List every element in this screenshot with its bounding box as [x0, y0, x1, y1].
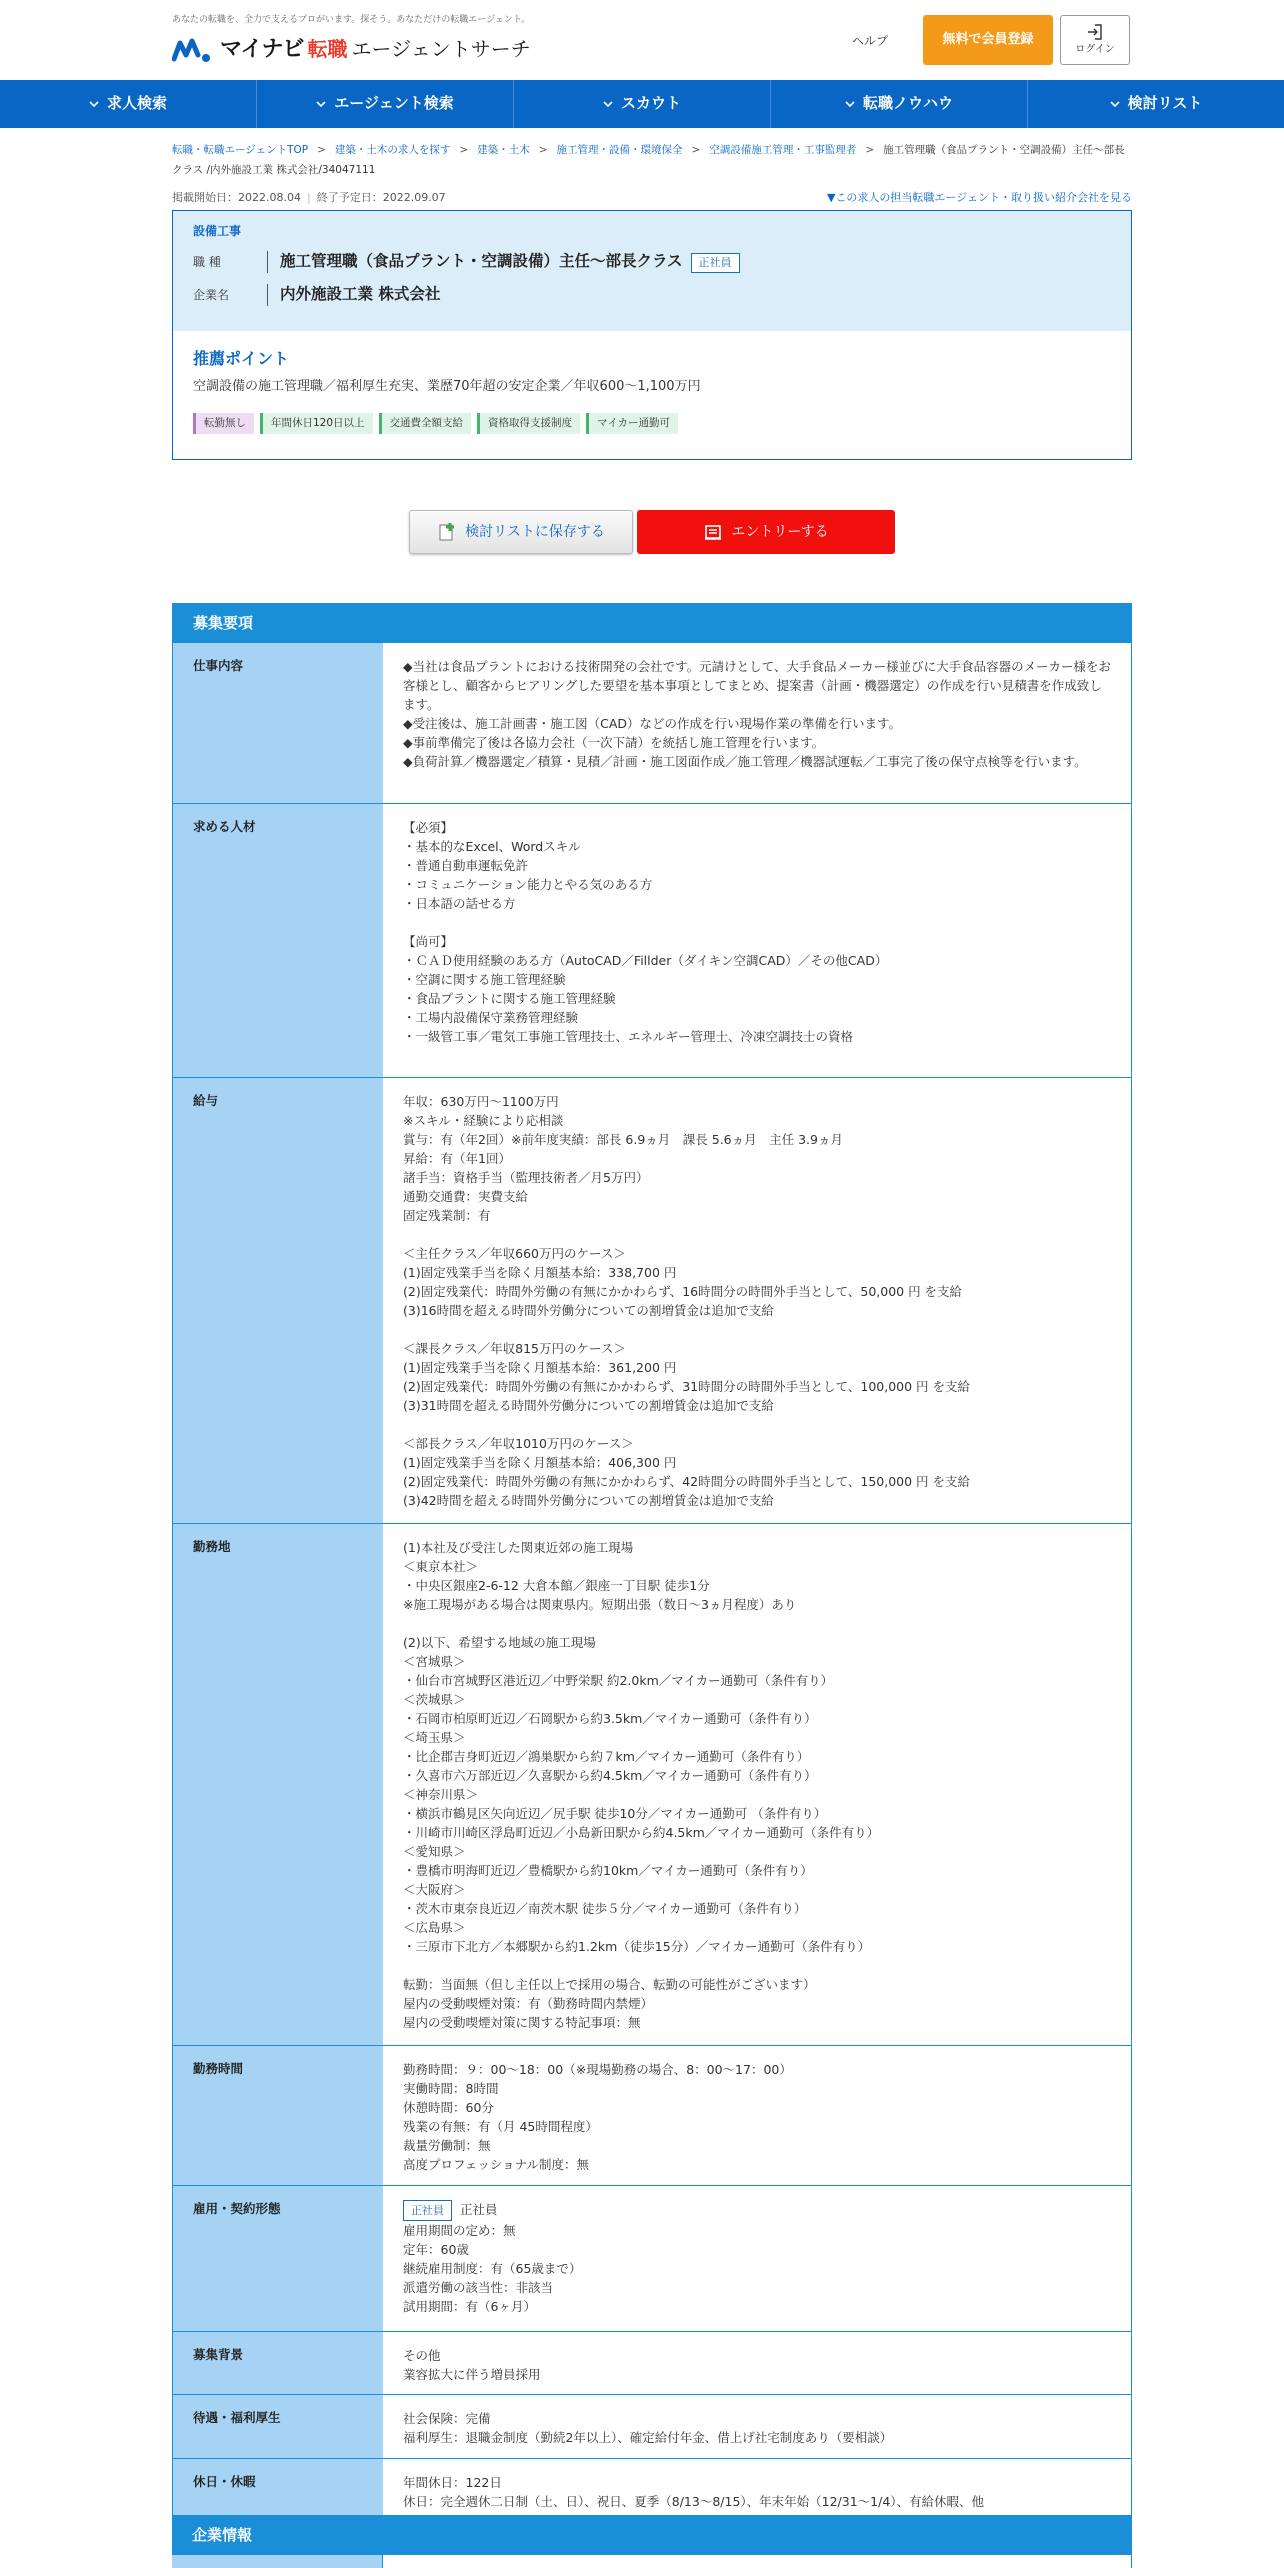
- row-key: 給与: [173, 1078, 383, 1523]
- posting-dates: 掲載開始日：2022.08.04 | 終了予定日：2022.09.07: [172, 191, 446, 204]
- chevron-down-icon: [316, 100, 326, 108]
- breadcrumb-link[interactable]: 建築・土木: [477, 144, 530, 156]
- company-info-title: 企業情報: [172, 2515, 1132, 2555]
- feature-tag: 資格取得支援制度: [477, 413, 580, 434]
- chevron-down-icon: [1110, 100, 1120, 108]
- employment-details: 雇用期間の定め：無 定年：60歳 継続雇用制度：有（65歳まで） 派遣労働の該当性：非該当 試用期間：有（6ヶ月）: [403, 2223, 582, 2314]
- company-name: 内外施設工業 株式会社: [280, 285, 441, 304]
- row-key: 待遇・福利厚生: [173, 2395, 383, 2458]
- nav-item-consider-list[interactable]: [1028, 80, 1284, 128]
- row-key: 勤務地: [173, 1524, 383, 2045]
- nav-label: 求人検索: [106, 94, 167, 113]
- table-row: [173, 2458, 1131, 2522]
- row-value: 【必須】 ・基本的なExcel、Wordスキル ・普通自動車運転免許 ・コミュニケーション能力とやる気のある方 ・日本語の話せる方 【尚可】 ・ＣＡＤ使用経験のある方（AutoCAD／Fillder（ダイキン空調CAD）／その他CAD） ・空調に関する施工管理経験 ・食品プラントに関する施工管理経験 ・工場内設備保守業務管理経験 ・一級管工事／電気工事施工管理技士、エネルギー管理士、冷凍空調技士の資格: [403, 820, 888, 1044]
- entry-form-icon: [703, 522, 723, 542]
- logo-agent-text: エージェントサーチ: [351, 37, 531, 62]
- row-value: その他 業容拡大に伴う増員採用: [403, 2348, 541, 2382]
- nav-label: 検討リスト: [1127, 94, 1203, 113]
- row-value: [383, 2186, 1131, 2331]
- recommend-title: 推薦ポイント: [193, 349, 290, 368]
- login-button[interactable]: [1060, 15, 1130, 65]
- nav-item-agent-search[interactable]: [257, 80, 514, 128]
- table-row: [173, 1077, 1131, 1523]
- add-document-icon: [437, 522, 457, 542]
- table-row: [173, 2045, 1131, 2185]
- feature-tags: [193, 413, 1111, 434]
- breadcrumb-link[interactable]: 建築・土木の求人を探す: [334, 144, 451, 156]
- row-key: 雇用・契約形態: [173, 2186, 383, 2331]
- job-title-key: 職 種: [193, 251, 268, 273]
- posting-start-date: 掲載開始日：2022.08.04: [172, 191, 301, 204]
- job-category: 設備工事: [193, 224, 242, 238]
- nav-label: スカウト: [620, 94, 681, 113]
- company-row: [193, 283, 1111, 305]
- logo-mynavi-text: マイナビ: [220, 37, 304, 62]
- chevron-down-icon: [89, 100, 99, 108]
- recommend-section: [173, 331, 1131, 450]
- employment-badge: 正社員: [691, 253, 740, 273]
- breadcrumb-link[interactable]: 施工管理・設備・環境保全: [556, 144, 683, 156]
- chevron-down-icon: [603, 100, 613, 108]
- company-info-table: [172, 2555, 1132, 2568]
- job-title-row: [193, 250, 1111, 273]
- row-key: 求める人材: [173, 804, 383, 1077]
- table-row: [173, 2394, 1131, 2458]
- row-value: (1)本社及び受注した関東近郊の施工現場 ＜東京本社＞ ・中央区銀座2-6-12 大倉本館／銀座一丁目駅 徒歩1分 ※施工現場がある場合は関東県内。短期出張（数日～3ヵ月程度）あり (2)以下、希望する地域の施工現場 ＜宮城県＞ ・仙台市宮城野区港近辺／中野栄駅 約2.0km／マイカー通勤可（条件有り） ＜茨城県＞ ・石岡市柏原町近辺／石岡駅から約3.5km／マイカー通勤可（条件有り） ＜埼玉県＞ ・比企郡吉身町近辺／鴻巣駅から約７km／マイカー通勤可（条件有り） ・久喜市六万部近辺／久喜駅から約4.5km／マイカー通勤可（条件有り） ＜神奈川県＞ ・横浜市鶴見区矢向近辺／尻手駅 徒歩10分／マイカー通勤可 （条件有り） ・川崎市川崎区浮島町近辺／小島新田駅から約4.5km／マイカー通勤可（条件有り） ＜愛知県＞ ・豊橋市明海町近辺／豊橋駅から約10km／マイカー通勤可（条件有り） ＜大阪府＞ ・茨木市東奈良近辺／南茨木駅 徒歩５分／マイカー通勤可（条件有り） ＜広島県＞ ・三原市下北方／本郷駅から約1.2km（徒歩15分）／マイカー通勤可（条件有り） 転勤：当面無（但し主任以上で採用の場合、転勤の可能性がございます） 屋内の受動喫煙対策：有（勤務時間内禁煙） 屋内の受動喫煙対策に関する特記事項：無: [403, 1540, 880, 2030]
- job-summary-box: [172, 210, 1132, 460]
- posting-dates-row: [172, 190, 1132, 206]
- row-value: ◆当社は食品プラントにおける技術開発の会社です。元請けとして、大手食品メーカー様並びに大手食品容器のメーカー様をお客様とし、顧客からヒアリングした要望を基本事項としてまとめ、提案書（計画・機器選定）の作成を行い見積書を作成致します。 ◆受注後は、施工計画書・施工図（CAD）などの作成を行い現場作業の準備を行います。 ◆事前準備完了後は各協力会社（一次下請）を統括し施工管理を行います。 ◆負荷計算／機器選定／積算・見積／計画・施工図面作成／施工管理／機器試運転／工事完了後の保守点検等を行います。: [403, 659, 1111, 769]
- employment-type: 正社員: [460, 2202, 498, 2217]
- feature-tag: 転勤無し: [193, 413, 254, 434]
- agent-info-link[interactable]: ▼この求人の担当転職エージェント・取り扱い紹介会社を見る: [826, 191, 1132, 204]
- breadcrumb: 転職・転職エージェントTOP > 建築・土木の求人を探す > 建築・土木 > 施工管理・設備・環境保全 > 空調設備施工管理・工事監理者 > 施工管理職（食品プラント・空調設備）主任～部長クラス /内外施設工業 株式会社/34047111: [172, 144, 1125, 176]
- register-button[interactable]: 無料で会員登録: [923, 15, 1053, 65]
- breadcrumb-link[interactable]: 転職・転職エージェントTOP: [172, 144, 309, 156]
- table-row: [173, 2331, 1131, 2394]
- job-summary-header: [173, 211, 1131, 331]
- nav-label: エージェント検索: [334, 94, 454, 113]
- save-to-list-label: 検討リストに保存する: [465, 523, 605, 540]
- requirements-table: [172, 603, 1132, 2523]
- breadcrumb-link[interactable]: 空調設備施工管理・工事監理者: [709, 144, 857, 156]
- nav-item-knowhow[interactable]: [771, 80, 1028, 128]
- employment-badge: 正社員: [403, 2200, 452, 2221]
- company-key: 企業名: [193, 284, 268, 306]
- job-title-text: 施工管理職（食品プラント・空調設備）主任～部長クラス: [280, 252, 683, 271]
- recommend-text: 空調設備の施工管理職／福利厚生充実、業歴70年超の安定企業／年収600～1,100万円: [193, 379, 701, 395]
- row-key: 仕事内容: [173, 643, 383, 803]
- site-tagline: あなたの転職を、全力で支えるプロがいます。探そう。あなただけの転職エージェント。: [172, 15, 531, 25]
- feature-tag: 年間休日120日以上: [260, 413, 373, 434]
- employment-type-line: [403, 2200, 1111, 2221]
- entry-label: エントリーする: [731, 523, 829, 540]
- requirements-title: 募集要項: [173, 604, 1131, 642]
- feature-tag: マイカー通勤可: [586, 413, 678, 434]
- site-header: [0, 0, 1284, 80]
- site-logo[interactable]: [172, 34, 531, 66]
- nav-label: 転職ノウハウ: [862, 94, 953, 113]
- feature-tag: 交通費全額支給: [379, 413, 472, 434]
- main-nav: [0, 80, 1284, 128]
- row-key: 募集背景: [173, 2332, 383, 2394]
- login-icon: [1086, 23, 1104, 41]
- row-value: [382, 2555, 1132, 2568]
- row-value: 勤務時間：９：00～18：00（※現場勤務の場合、8：00～17：00） 実働時間：8時間 休憩時間：60分 残業の有無：有（月 45時間程度） 裁量労働制：無 高度プロフェッショナル制度：無: [403, 2062, 792, 2172]
- chevron-down-icon: [845, 100, 855, 108]
- row-value: 社会保険：完備 福利厚生：退職金制度（勤続2年以上）、確定給付年金、借上げ社宅制度あり（要相談）: [403, 2411, 893, 2445]
- mynavi-logo-icon: [172, 37, 216, 63]
- table-row: [173, 1523, 1131, 2045]
- posting-end-date: 終了予定日：2022.09.07: [316, 191, 446, 204]
- table-row: [173, 2185, 1131, 2331]
- save-to-list-button[interactable]: [409, 510, 633, 554]
- login-label: ログイン: [1075, 43, 1115, 55]
- table-row: [173, 803, 1131, 1077]
- row-value: 年間休日：122日 休日：完全週休二日制（土、日）、祝日、夏季（8/13～8/15）、年末年始（12/31～1/4）、有給休暇、他: [403, 2475, 985, 2509]
- help-link[interactable]: ヘルプ: [852, 34, 889, 48]
- nav-item-job-search[interactable]: [0, 80, 257, 128]
- breadcrumb-current: 施工管理職（食品プラント・空調設備）主任～部長クラス /内外施設工業 株式会社/34047111: [172, 144, 1125, 176]
- table-row: [173, 642, 1131, 803]
- row-key: [172, 2555, 382, 2568]
- row-key: 勤務時間: [173, 2046, 383, 2185]
- job-title: [280, 250, 740, 273]
- logo-tenshoku-text: 転職: [307, 37, 348, 62]
- entry-button[interactable]: [637, 510, 895, 554]
- row-key: 休日・休暇: [173, 2459, 383, 2522]
- nav-item-scout[interactable]: [514, 80, 771, 128]
- row-value: 年収：630万円～1100万円 ※スキル・経験により応相談 賞与：有（年2回）※前年度実績：部長 6.9ヵ月 課長 5.6ヵ月 主任 3.9ヵ月 昇給：有（年1回） 諸手当：資格手当（監理技術者／月5万円） 通勤交通費：実費支給 固定残業制：有 ＜主任クラス／年収660万円のケース＞ (1)固定残業手当を除く月額基本給：338,700 円 (2)固定残業代：時間外労働の有無にかかわらず、16時間分の時間外手当として、50,000 円 を支給 (3)16時間を超える時間外労働分についての割増賃金は追加で支給 ＜課長クラス／年収815万円のケース＞ (1)固定残業手当を除く月額基本給：361,200 円 (2)固定残業代：時間外労働の有無にかかわらず、31時間分の時間外手当として、100,000 円 を支給 (3)31時間を超える時間外労働分についての割増賃金は追加で支給 ＜部長クラス／年収1010万円のケース＞ (1)固定残業手当を除く月額基本給：406,300 円 (2)固定残業代：時間外労働の有無にかかわらず、42時間分の時間外手当として、150,000 円 を支給 (3)42時間を超える時間外労働分についての割増賃金は追加で支給: [403, 1094, 971, 1508]
